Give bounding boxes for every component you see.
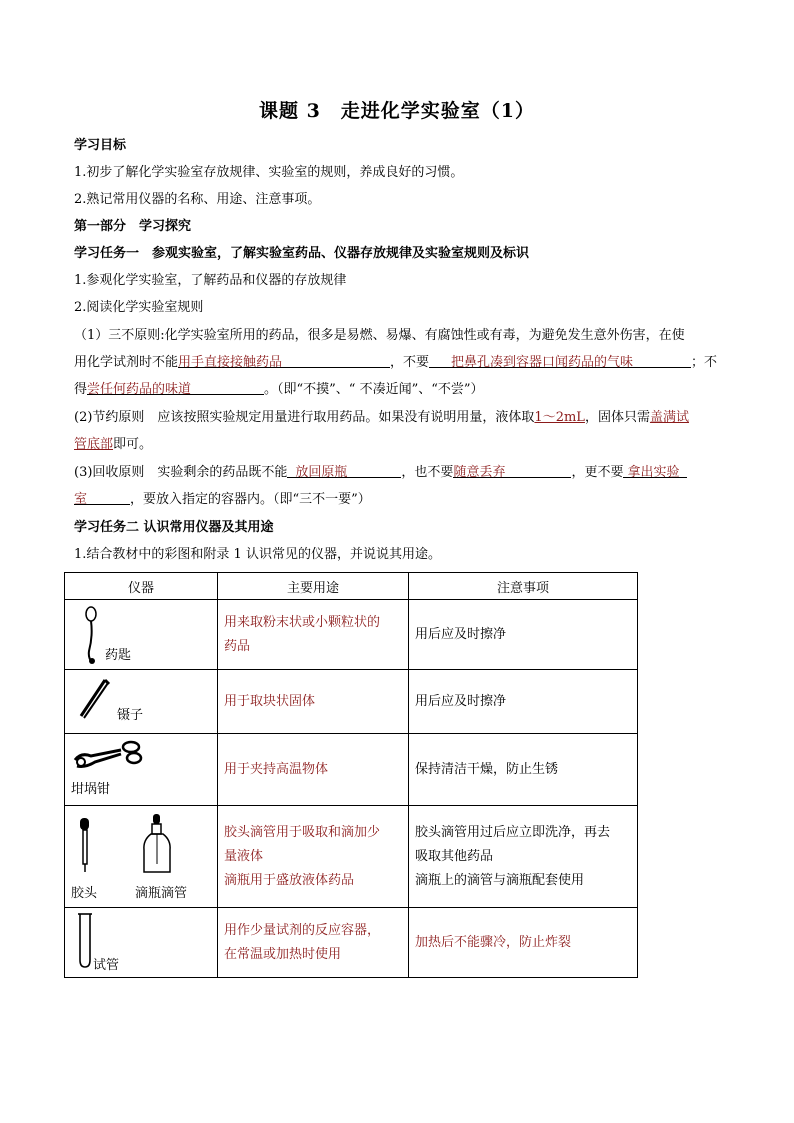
use-cell [218, 806, 409, 908]
header-instrument: 仪器 [65, 573, 218, 600]
use-text: 用于夹持高温物体 [224, 761, 329, 777]
rule1-text-d: 得 [74, 382, 88, 397]
header-note: 注意事项 [409, 573, 638, 600]
note-text: 加热后不能骤冷，防止炸裂 [415, 934, 572, 950]
answer-blank-2 [429, 353, 691, 368]
note-cell [409, 734, 638, 806]
answer-1: 用手直接接触药品 [178, 355, 283, 370]
note-cell [409, 908, 638, 978]
task1-item1: 1.参观化学实验室，了解药品和仪器的存放规律 [74, 273, 347, 288]
instrument-cell [65, 806, 218, 908]
note-text: 吸取其他药品 [415, 848, 494, 864]
instrument-label: 胶头 [71, 886, 98, 901]
answer-blank-3 [87, 380, 264, 395]
answer-blank-6 [287, 463, 401, 478]
use-text: 药品 [224, 638, 251, 654]
answer-3: 尝任何药品的味道 [87, 382, 192, 397]
note-cell [409, 670, 638, 734]
instrument-label: 镊子 [117, 708, 144, 723]
instrument-cell [65, 670, 218, 734]
table-row [65, 908, 638, 978]
use-text: 用作少量试剂的反应容器， [224, 922, 381, 938]
rule3-line2 [74, 490, 371, 510]
instrument-label: 药匙 [105, 648, 132, 663]
use-cell [218, 600, 409, 670]
note-text: 胶头滴管用过后应立即洗净，再去 [415, 824, 611, 840]
use-text: 胶头滴管用于吸取和滴加少 [224, 824, 381, 840]
goal-item-1: 1.初步了解化学实验室存放规律、实验室的规则，养成良好的习惯。 [74, 165, 464, 180]
answer-blank-8b [74, 490, 130, 505]
goal-item-2: 2.熟记常用仪器的名称、用途、注意事项。 [74, 192, 321, 207]
rule3-text-d: ，要放入指定的容器内。（即“三不一要”） [130, 492, 371, 507]
rule3-text-c: ，更不要 [571, 465, 624, 480]
rule2-line1 [74, 408, 689, 428]
rule1-line3 [74, 380, 484, 400]
note-text: 用后应及时擦净 [415, 693, 507, 709]
instrument-cell [65, 908, 218, 978]
rule1-line2 [74, 353, 717, 373]
instrument-label: 坩埚钳 [71, 782, 111, 797]
spoon-icon [77, 606, 107, 666]
use-text: 滴瓶用于盛放液体药品 [224, 872, 355, 888]
use-text: 量液体 [224, 848, 264, 864]
note-text: 用后应及时擦净 [415, 626, 507, 642]
test-tube-icon [75, 912, 95, 970]
answer-2: 把鼻孔凑到容器口闻药品的气味 [451, 355, 634, 370]
dropping-bottle-icon [139, 812, 175, 878]
instrument-label: 试管 [93, 958, 120, 973]
goals-heading: 学习目标 [74, 138, 127, 153]
answer-8b: 室 [74, 492, 88, 507]
tweezers-icon [75, 676, 115, 722]
page-title: 课题 3 走进化学实验室（1） [258, 100, 536, 122]
instrument-label-2: 滴瓶滴管 [135, 886, 188, 901]
rule2-text-a: (2)节约原则 应该按照实验规定用量进行取用药品。如果没有说明用量，液体取 [74, 410, 535, 425]
use-text: 用于取块状固体 [224, 693, 316, 709]
answer-4: 1～2mL [534, 410, 585, 425]
task2-item1: 1.结合教材中的彩图和附录 1 认识常见的仪器，并说说其用途。 [74, 547, 441, 562]
rule3-text-b: ，也不要 [401, 465, 454, 480]
note-cell [409, 600, 638, 670]
dropper-icon [75, 816, 95, 874]
task1-heading: 学习任务一 参观实验室，了解实验室药品、仪器存放规律及实验室规则及标识 [74, 246, 530, 261]
answer-8a: 拿出实验 [627, 465, 680, 480]
answer-blank-8 [623, 463, 687, 478]
rule3-text-a: (3)回收原则 实验剩余的药品既不能 [74, 465, 288, 480]
instrument-cell [65, 600, 218, 670]
header-use: 主要用途 [218, 573, 409, 600]
table-row [65, 734, 638, 806]
instrument-table [64, 572, 638, 978]
crucible-tongs-icon [71, 738, 151, 774]
answer-7: 随意丢弃 [453, 465, 506, 480]
use-cell [218, 670, 409, 734]
rule1-text-e: 。（即“不摸”、“ 不凑近闻”、“不尝”） [264, 382, 484, 397]
note-cell [409, 806, 638, 908]
part1-heading: 第一部分 学习探究 [74, 219, 192, 234]
rule1-line1: （1）三不原则:化学实验室所用的药品，很多是易燃、易爆、有腐蚀性或有毒，为避免发生意外伤害，在使 [74, 328, 685, 343]
instrument-cell [65, 734, 218, 806]
rule3-line1 [74, 463, 687, 483]
rule1-text-c: ；不 [691, 355, 718, 370]
use-text: 在常温或加热时使用 [224, 946, 342, 962]
note-text: 滴瓶上的滴管与滴瓶配套使用 [415, 872, 585, 888]
table-row [65, 670, 638, 734]
answer-blank-7 [453, 463, 571, 478]
rule2-line2 [74, 435, 152, 455]
rule1-text-b: ，不要 [390, 355, 430, 370]
answer-5a: 盖满试 [649, 410, 689, 425]
use-cell [218, 908, 409, 978]
task2-heading: 学习任务二 认识常用仪器及其用途 [74, 520, 274, 535]
table-row [65, 806, 638, 908]
rule1-text-a: 用化学试剂时不能 [74, 355, 179, 370]
rule2-text-c: 即可。 [113, 437, 153, 452]
table-row [65, 600, 638, 670]
answer-5b: 管底部 [74, 437, 114, 452]
answer-6: 放回原瓶 [295, 465, 348, 480]
note-text: 保持清洁干燥，防止生锈 [415, 761, 559, 777]
rule2-text-b: ，固体只需 [584, 410, 650, 425]
table-header-row [65, 573, 638, 600]
use-text: 用来取粉末状或小颗粒状的 [224, 614, 381, 630]
answer-blank-1 [178, 353, 390, 368]
task1-item2: 2.阅读化学实验室规则 [74, 300, 204, 315]
use-cell [218, 734, 409, 806]
